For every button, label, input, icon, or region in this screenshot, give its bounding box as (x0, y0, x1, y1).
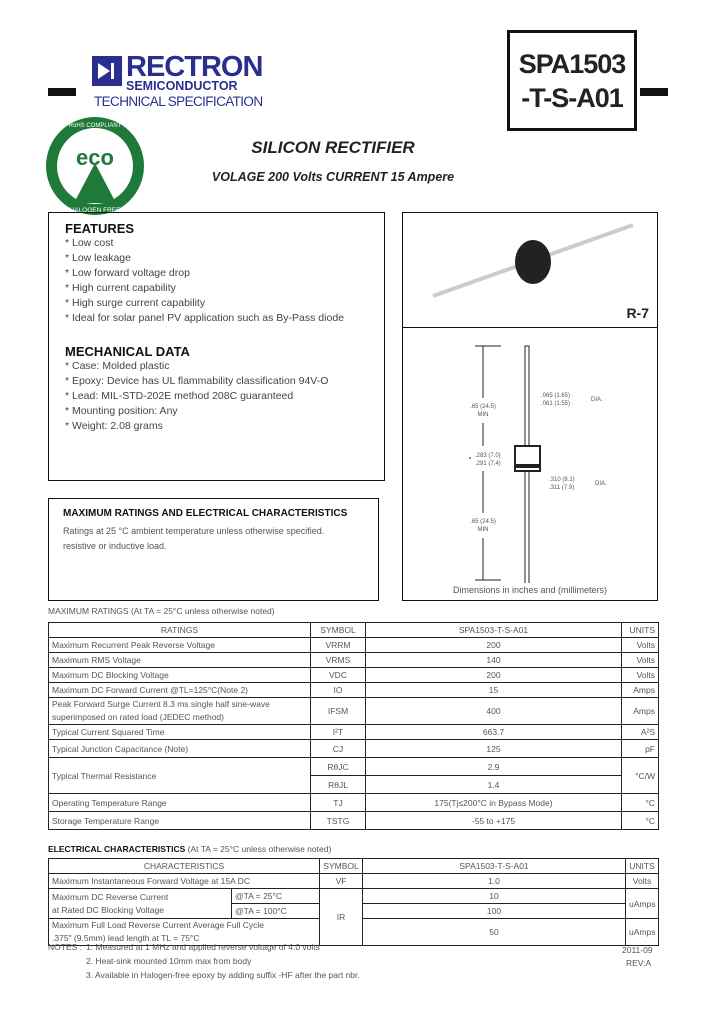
cell: Typical Junction Capacitance (Note) (49, 740, 311, 758)
cell: °C (622, 812, 659, 830)
note-2: 2. Heat-sink mounted 10mm max from body (86, 956, 252, 966)
dim-body-dia-b: .311 (7.9) (549, 485, 575, 491)
package-name: R-7 (626, 305, 649, 321)
table-row (49, 638, 659, 653)
svg-text:RoHS COMPLIANT: RoHS COMPLIANT (68, 123, 122, 129)
cell: Amps (622, 683, 659, 698)
cell: RθJC (311, 758, 366, 776)
note-1: 1. Measured at 1 MHz and applied reverse voltage of 4.0 volts (86, 942, 320, 952)
dimension-drawing (403, 328, 657, 583)
cell: VRRM (311, 638, 366, 653)
eco-seal-icon (44, 115, 146, 217)
cell: 50 (363, 919, 626, 946)
revision-date: 2011-09 (622, 945, 653, 955)
cell: Maximum DC Blocking Voltage (49, 668, 311, 683)
table-row (49, 725, 659, 740)
electrical-caption-bold: ELECTRICAL CHARACTERISTICS (48, 844, 186, 854)
cell: @TA = 25°C (232, 889, 320, 904)
cell: Storage Temperature Range (49, 812, 311, 830)
cell: 100 (363, 904, 626, 919)
cell: Maximum RMS Voltage (49, 653, 311, 668)
list-item: * High current capability (65, 282, 176, 294)
cell: 1.4 (366, 776, 622, 794)
cell: Typical Thermal Resistance (49, 758, 311, 794)
diode-photo-icon (403, 213, 655, 325)
page-subtitle: VOLAGE 200 Volts CURRENT 15 Ampere (211, 170, 455, 184)
cell: IO (311, 683, 366, 698)
cell: Maximum Recurrent Peak Reverse Voltage (49, 638, 311, 653)
cell: CJ (311, 740, 366, 758)
cell: 663.7 (366, 725, 622, 740)
list-item: * Epoxy: Device has UL flammability classification 94V-O (65, 375, 329, 387)
cell: VDC (311, 668, 366, 683)
svg-text:eco: eco (76, 145, 114, 170)
cell: Operating Temperature Range (49, 794, 311, 812)
cell: 2.9 (366, 758, 622, 776)
cell: 1.0 (363, 874, 626, 889)
doc-type: TECHNICAL SPECIFICATION (94, 94, 263, 109)
cell: A²S (622, 725, 659, 740)
cell: 15 (366, 683, 622, 698)
features-heading: FEATURES (65, 221, 135, 236)
package-photo-box (402, 212, 658, 328)
svg-text:HALOGEN FREE: HALOGEN FREE (69, 207, 121, 214)
cell: IR (320, 889, 363, 946)
dim-body-len-a: .283 (7.0) (475, 453, 501, 459)
company-division: SEMICONDUCTOR (126, 79, 238, 93)
cell: 400 (366, 698, 622, 725)
cell-line: superimposed on rated load (JEDEC method) (52, 712, 224, 722)
cell: 200 (366, 638, 622, 653)
cell: TSTG (311, 812, 366, 830)
mechanical-heading: MECHANICAL DATA (65, 344, 190, 359)
cell: Amps (622, 698, 659, 725)
table-header-row (49, 859, 659, 874)
cell: 10 (363, 889, 626, 904)
max-ratings-caption: MAXIMUM RATINGS (At TA = 25°C unless otherwise noted) (48, 606, 275, 616)
list-item: * Lead: MIL-STD-202E method 208C guaranteed (65, 390, 294, 402)
cell: RATINGS (49, 623, 311, 638)
cell: .375" (9.5mm) lead length at TL = 75°C (52, 933, 200, 943)
header-rule-left (48, 88, 76, 96)
cell: RθJL (311, 776, 366, 794)
table-row (49, 874, 659, 889)
cell: uAmps (626, 919, 659, 946)
list-item: * Low cost (65, 237, 114, 249)
cell: 175(Tj≤200°C in Bypass Mode) (366, 794, 622, 812)
list-item: * High surge current capability (65, 297, 206, 309)
cell: SPA1503-T-S-A01 (366, 623, 622, 638)
ratings-line1: Ratings at 25 °C ambient temperature unless otherwise specified. (63, 526, 325, 536)
cell: 200 (366, 668, 622, 683)
dim-lead-dia-a: .065 (1.65) (541, 393, 571, 399)
table-header-row (49, 623, 659, 638)
cell: Maximum DC Forward Current @TL=125°C(Note 2) (49, 683, 311, 698)
cell: Maximum Full Load Reverse Current Average Full Cycle (52, 920, 264, 930)
part-number-box (507, 30, 637, 131)
electrical-caption (48, 844, 331, 854)
ratings-note-box (48, 498, 379, 601)
list-item: * Weight: 2.08 grams (65, 420, 163, 432)
dim-lead-dia-b: .061 (1.55) (541, 401, 571, 407)
table-row (49, 740, 659, 758)
dimension-caption: Dimensions in inches and (millimeters) (452, 585, 608, 595)
mechanical-list (65, 359, 384, 434)
features-list (65, 236, 384, 326)
cell: °C/W (622, 758, 659, 794)
notes-label: NOTES : (48, 942, 83, 952)
table-row (49, 794, 659, 812)
list-item: * Low leakage (65, 252, 131, 264)
table-row (49, 889, 659, 904)
company-name: RECTRON (126, 51, 263, 83)
table-row (49, 668, 659, 683)
header-cell: SPA1503-T-S-A01 (363, 859, 626, 874)
dimension-drawing-box (402, 327, 658, 601)
cell: pF (622, 740, 659, 758)
cell: 140 (366, 653, 622, 668)
cell: -55 to +175 (366, 812, 622, 830)
part-number-line1: SPA1503 (518, 49, 626, 79)
list-item: * Low forward voltage drop (65, 267, 190, 279)
header-cell: CHARACTERISTICS (49, 859, 320, 874)
cell: TJ (311, 794, 366, 812)
header-rule-right (640, 88, 668, 96)
cell: °C (622, 794, 659, 812)
electrical-table (48, 858, 659, 946)
list-item: * Ideal for solar panel PV application such as By-Pass diode (65, 312, 344, 324)
cell: @TA = 100°C (232, 904, 320, 919)
table-row (49, 758, 659, 776)
cell: VRMS (311, 653, 366, 668)
dim-dia: DIA. (591, 397, 603, 403)
ratings-line2: resistive or inductive load. (63, 541, 167, 551)
cell: UNITS (622, 623, 659, 638)
cell: VF (320, 874, 363, 889)
list-item: * Case: Molded plastic (65, 360, 170, 372)
cell (49, 698, 311, 725)
max-ratings-table (48, 622, 659, 830)
cell: I²T (311, 725, 366, 740)
dim-dia-2: DIA. (595, 481, 607, 487)
cell: Volts (622, 653, 659, 668)
dim-min-2: MIN (477, 527, 489, 533)
cell: at Rated DC Blocking Voltage (52, 904, 164, 915)
header-cell: SYMBOL (320, 859, 363, 874)
cell: IFSM (311, 698, 366, 725)
cell: 125 (366, 740, 622, 758)
dim-lead-length: .65 (24.5) (470, 404, 496, 410)
cell: uAmps (626, 889, 659, 919)
cell: Volts (622, 668, 659, 683)
part-number-line2: -T-S-A01 (521, 83, 623, 113)
dim-body-dia-a: .310 (8.1) (549, 477, 575, 483)
dim-min: MIN (477, 412, 489, 418)
ratings-heading: MAXIMUM RATINGS AND ELECTRICAL CHARACTERISTICS (63, 508, 348, 519)
cell: Volts (622, 638, 659, 653)
page-title: SILICON RECTIFIER (251, 138, 415, 157)
table-row (49, 653, 659, 668)
table-row (49, 683, 659, 698)
table-row (49, 812, 659, 830)
dim-body-len-b: .291 (7.4) (475, 461, 501, 467)
diode-logo-icon (92, 56, 122, 86)
header-cell: UNITS (626, 859, 659, 874)
note-3: 3. Available in Halogen-free epoxy by adding suffix -HF after the part nbr. (86, 970, 360, 980)
table-row (49, 698, 659, 725)
cell: Typical Current Squared Time (49, 725, 311, 740)
electrical-caption-text: (At TA = 25°C unless otherwise noted) (187, 844, 332, 854)
features-box (48, 212, 385, 481)
cell: Volts (626, 874, 659, 889)
cell-line: Peak Forward Surge Current 8.3 ms single half sine-wave (52, 699, 270, 709)
dim-lead-length-2: .65 (24.5) (470, 519, 496, 525)
cell: Maximum Instantaneous Forward Voltage at 15A DC (49, 874, 320, 889)
cell: SYMBOL (311, 623, 366, 638)
list-item: * Mounting position: Any (65, 405, 178, 417)
cell: Maximum DC Reverse Current (52, 891, 169, 902)
revision: REV:A (626, 958, 652, 968)
